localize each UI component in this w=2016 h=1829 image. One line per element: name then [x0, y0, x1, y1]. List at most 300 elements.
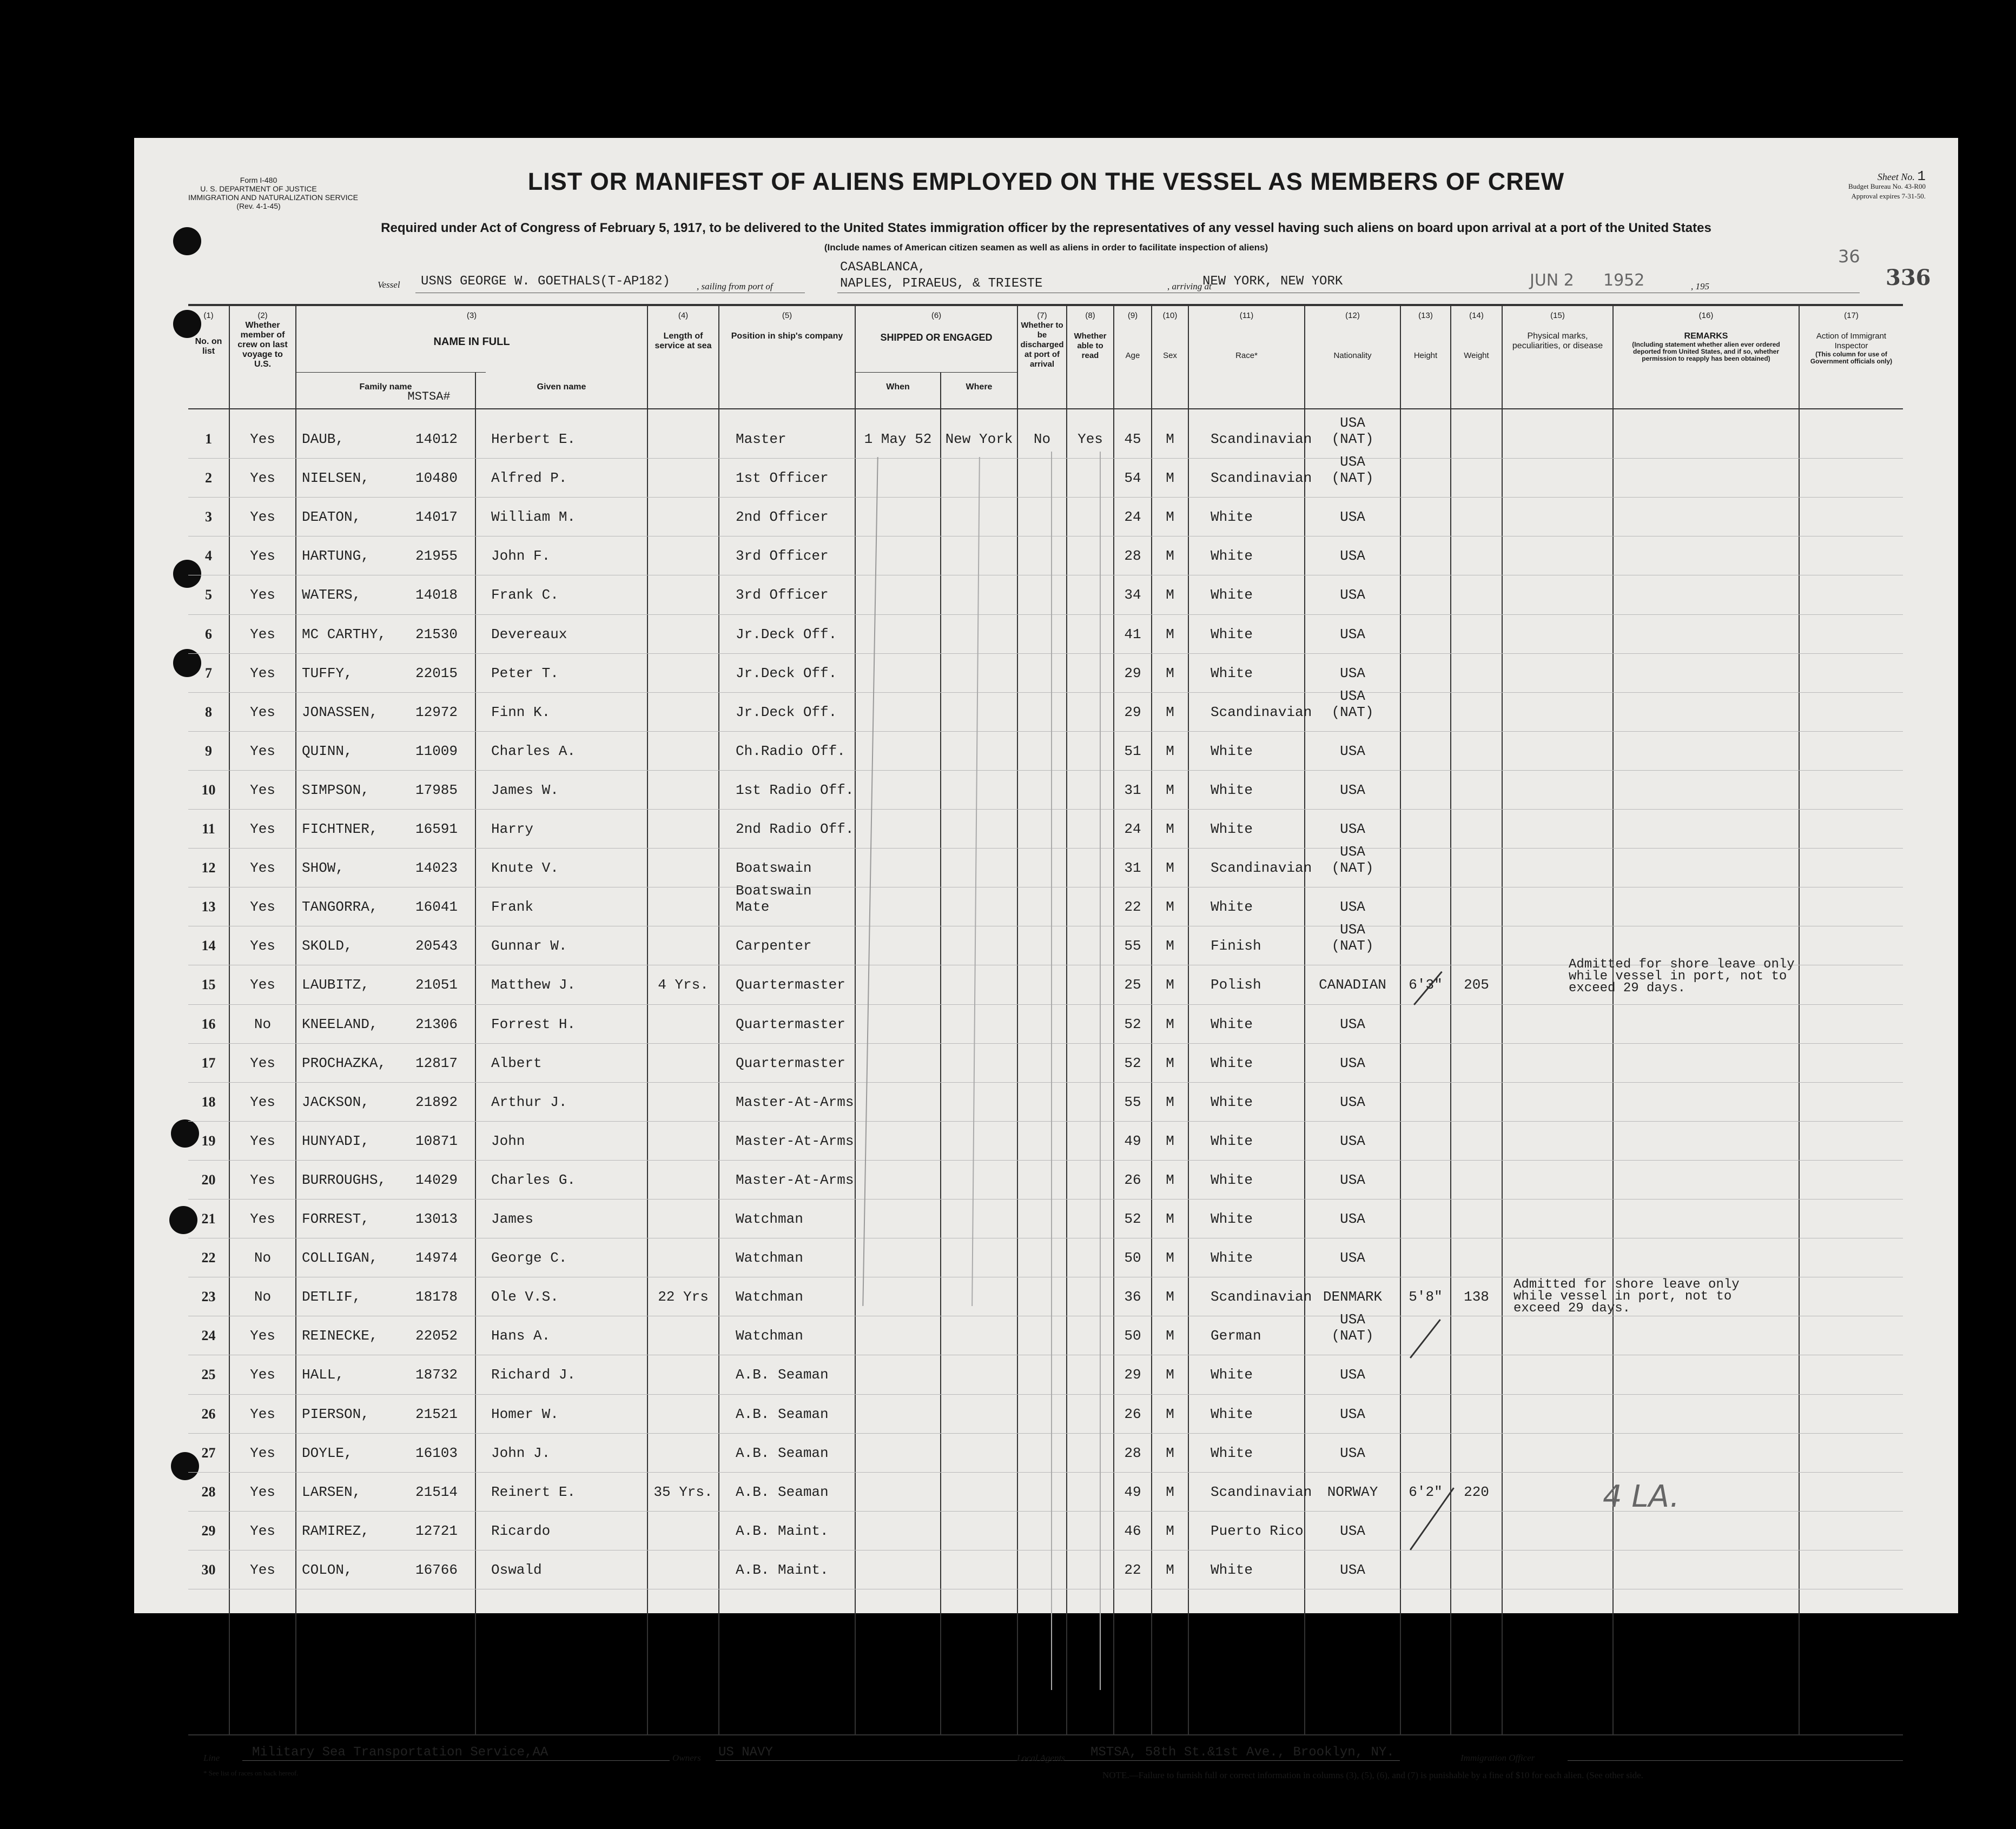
sheet-number: 1 — [1917, 168, 1926, 184]
mstsa-number-cell: 21306 — [415, 1016, 458, 1032]
owners-value: US NAVY — [718, 1745, 773, 1760]
family-name-cell: DEATON, — [302, 509, 361, 526]
age-cell: 29 — [1124, 1367, 1141, 1383]
col-header-discharged: (7) Whether to be discharged at port of arrival — [1020, 311, 1064, 369]
discharged-cell: No — [1033, 431, 1051, 447]
col-header-height: (13) Height — [1413, 311, 1438, 360]
sex-cell: M — [1166, 938, 1174, 955]
race-note: * See list of races on back hereof. — [203, 1769, 299, 1777]
age-cell: 55 — [1124, 1094, 1141, 1110]
position-cell: Watchman — [736, 1289, 803, 1306]
nationality-cell: USA — [1340, 1250, 1365, 1267]
arriving-port: NEW YORK, NEW YORK — [1202, 274, 1343, 289]
family-name-cell: JONASSEN, — [302, 704, 378, 720]
family-name-cell: JACKSON, — [302, 1094, 369, 1110]
sex-cell: M — [1166, 509, 1174, 526]
voyage-cell: Yes — [250, 977, 275, 993]
col-header-sex: (10) Sex — [1162, 311, 1178, 360]
nationality-cell: USA — [1340, 1016, 1365, 1032]
voyage-cell: Yes — [250, 899, 275, 916]
voyage-cell: Yes — [250, 1094, 275, 1110]
given-name-cell: Ricardo — [491, 1522, 551, 1539]
nationality-cell: USA — [1340, 626, 1365, 642]
able-to-read-cell: Yes — [1078, 431, 1103, 447]
mstsa-number-cell: 22052 — [415, 1328, 458, 1344]
given-name-cell: Charles G. — [491, 1171, 576, 1188]
col-header-voyage: (2) Whether member of crew on last voyage to U.S. — [237, 311, 288, 369]
race-cell: Scandinavian — [1211, 431, 1312, 447]
sex-cell: M — [1166, 1406, 1174, 1422]
nationality-cell: USA — [1340, 587, 1365, 604]
col-header-age: (9) Age — [1125, 311, 1140, 360]
age-cell: 24 — [1124, 509, 1141, 526]
mstsa-number-cell: 22015 — [415, 665, 458, 681]
voyage-cell: Yes — [250, 509, 275, 526]
row-number: 23 — [201, 1289, 216, 1305]
col-header-given-name: Given name — [537, 382, 586, 392]
nationality-cell-line2: (NAT) — [1331, 470, 1374, 487]
sex-cell: M — [1166, 1289, 1174, 1306]
sex-cell: M — [1166, 1132, 1174, 1149]
nationality-cell: USA — [1340, 1094, 1365, 1110]
voyage-cell: No — [254, 1289, 272, 1306]
sex-cell: M — [1166, 626, 1174, 642]
row-number: 9 — [205, 743, 212, 759]
col-header-service: (4) Length of service at sea — [655, 311, 712, 350]
mstsa-number-cell: 18178 — [415, 1289, 458, 1306]
given-name-cell: Herbert E. — [491, 431, 576, 447]
race-cell: White — [1211, 1406, 1253, 1422]
voyage-cell: Yes — [250, 1171, 275, 1188]
weight-cell: 220 — [1464, 1483, 1489, 1500]
given-name-cell: Alfred P. — [491, 470, 567, 487]
sex-cell: M — [1166, 1328, 1174, 1344]
given-name-cell: James W. — [491, 781, 559, 798]
mstsa-number-cell: 21514 — [415, 1483, 458, 1500]
age-cell: 26 — [1124, 1171, 1141, 1188]
sex-cell: M — [1166, 1483, 1174, 1500]
mstsa-number-cell: 12721 — [415, 1522, 458, 1539]
mstsa-number-cell: 21530 — [415, 626, 458, 642]
col-header-race: (11) Race* — [1235, 311, 1258, 360]
row-number: 15 — [201, 977, 216, 993]
mstsa-number-cell: 21521 — [415, 1406, 458, 1422]
voyage-cell: Yes — [250, 626, 275, 642]
race-cell: Scandinavian — [1211, 1289, 1312, 1306]
mstsa-number-cell: 21892 — [415, 1094, 458, 1110]
family-name-cell: WATERS, — [302, 587, 361, 604]
nationality-cell: USA — [1340, 899, 1365, 916]
family-name-cell: DETLIF, — [302, 1289, 361, 1306]
budget-line: Budget Bureau No. 43-R00 — [1848, 182, 1926, 190]
mstsa-number-cell: 16041 — [415, 899, 458, 916]
sex-cell: M — [1166, 1444, 1174, 1461]
row-number: 5 — [205, 587, 212, 603]
col-header-shipped: (6) SHIPPED OR ENGAGED — [880, 311, 993, 343]
manifest-sheet — [134, 138, 1958, 1780]
nationality-cell-line2: (NAT) — [1331, 431, 1374, 447]
position-cell-line2: Mate — [736, 899, 770, 916]
position-cell: 2nd Radio Off. — [736, 821, 854, 837]
weight-cell: 138 — [1464, 1289, 1489, 1306]
age-cell: 51 — [1124, 743, 1141, 759]
page-subnote: (Include names of American citizen seamen as well as aliens in order to facilitate inspection of aliens) — [824, 242, 1268, 253]
officer-label: Immigration Officer — [1460, 1753, 1535, 1763]
sex-cell: M — [1166, 781, 1174, 798]
mstsa-number-cell: 11009 — [415, 743, 458, 759]
position-cell: Ch.Radio Off. — [736, 743, 845, 759]
race-cell: White — [1211, 1171, 1253, 1188]
sheet-label: Sheet No. — [1877, 171, 1915, 182]
col-header-position: (5) Position in ship's company — [731, 311, 843, 341]
nationality-cell: USA — [1340, 1406, 1365, 1422]
sex-cell: M — [1166, 821, 1174, 837]
mstsa-number-cell: 13013 — [415, 1211, 458, 1227]
given-name-cell: Arthur J. — [491, 1094, 567, 1110]
age-cell: 29 — [1124, 704, 1141, 720]
page-subtitle: Required under Act of Congress of February 5, 1917, to be delivered to the United States immigration officer by the representatives of any vessel having such aliens on board upon arrival at a port of the United States — [381, 221, 1711, 235]
col-header-nationality: (12) Nationality — [1333, 311, 1372, 360]
mstsa-number-cell: 21051 — [415, 977, 458, 993]
race-cell: White — [1211, 899, 1253, 916]
voyage-cell: Yes — [250, 704, 275, 720]
owners-label: Owners — [672, 1753, 701, 1763]
age-cell: 36 — [1124, 1289, 1141, 1306]
given-name-cell: Oswald — [491, 1561, 542, 1578]
family-name-cell: FICHTNER, — [302, 821, 378, 837]
position-cell: A.B. Seaman — [736, 1483, 829, 1500]
nationality-cell: USA — [1340, 1522, 1365, 1539]
voyage-cell: Yes — [250, 665, 275, 681]
age-cell: 31 — [1124, 781, 1141, 798]
col-header-no: (1) No. on list — [195, 311, 222, 356]
age-cell: 46 — [1124, 1522, 1141, 1539]
age-cell: 52 — [1124, 1211, 1141, 1227]
sex-cell: M — [1166, 704, 1174, 720]
family-name-cell: PROCHAZKA, — [302, 1055, 387, 1071]
row-number: 27 — [201, 1444, 216, 1461]
mstsa-number-cell: 14023 — [415, 860, 458, 877]
sex-cell: M — [1166, 1522, 1174, 1539]
col-header-inspector-action: (17) Action of Immigrant Inspector (This column for use of Government officials only) — [1810, 311, 1893, 365]
service-name: IMMIGRATION AND NATURALIZATION SERVICE — [188, 193, 358, 202]
row-number: 11 — [202, 821, 215, 837]
department: U. S. DEPARTMENT OF JUSTICE — [200, 184, 317, 193]
given-name-cell: Peter T. — [491, 665, 559, 681]
nationality-cell: USA — [1340, 1171, 1365, 1188]
age-cell: 31 — [1124, 860, 1141, 877]
mstsa-number-cell: 18732 — [415, 1367, 458, 1383]
page-title: LIST OR MANIFEST OF ALIENS EMPLOYED ON THE VESSEL AS MEMBERS OF CREW — [527, 168, 1565, 195]
given-name-cell: Harry — [491, 821, 534, 837]
race-cell: Scandinavian — [1211, 1483, 1312, 1500]
family-name-cell: COLLIGAN, — [302, 1250, 378, 1267]
age-cell: 50 — [1124, 1250, 1141, 1267]
age-cell: 50 — [1124, 1328, 1141, 1344]
voyage-cell: Yes — [250, 938, 275, 955]
given-name-cell: William M. — [491, 509, 576, 526]
col-header-where: Where — [966, 382, 993, 392]
row-number: 29 — [201, 1522, 216, 1539]
age-cell: 54 — [1124, 470, 1141, 487]
voyage-cell: Yes — [250, 431, 275, 447]
age-cell: 26 — [1124, 1406, 1141, 1422]
given-name-cell: Frank C. — [491, 587, 559, 604]
age-cell: 22 — [1124, 899, 1141, 916]
nationality-cell: USA — [1340, 844, 1365, 860]
sex-cell: M — [1166, 1211, 1174, 1227]
age-cell: 25 — [1124, 977, 1141, 993]
family-name-cell: LAUBITZ, — [302, 977, 369, 993]
given-name-cell: Gunnar W. — [491, 938, 567, 955]
nationality-cell-line2: (NAT) — [1331, 938, 1374, 955]
family-name-cell: SIMPSON, — [302, 781, 369, 798]
voyage-cell: Yes — [250, 1561, 275, 1578]
family-name-cell: FORREST, — [302, 1211, 369, 1227]
voyage-cell: Yes — [250, 743, 275, 759]
position-cell: 3rd Officer — [736, 548, 829, 565]
race-cell: White — [1211, 1367, 1253, 1383]
row-number: 1 — [205, 431, 212, 447]
age-cell: 49 — [1124, 1132, 1141, 1149]
position-cell: Quartermaster — [736, 1016, 845, 1032]
nationality-cell: USA — [1340, 509, 1365, 526]
race-cell: Polish — [1211, 977, 1261, 993]
age-cell: 52 — [1124, 1016, 1141, 1032]
voyage-cell: Yes — [250, 781, 275, 798]
row-number: 13 — [201, 899, 216, 915]
vessel-name: USNS GEORGE W. GOETHALS(T-AP182) — [421, 274, 670, 289]
col-header-when: When — [886, 382, 910, 392]
col-header-weight: (14) Weight — [1464, 311, 1489, 360]
race-cell: White — [1211, 781, 1253, 798]
given-name-cell: Matthew J. — [491, 977, 576, 993]
row-number: 12 — [201, 860, 216, 876]
sex-cell: M — [1166, 977, 1174, 993]
voyage-cell: No — [254, 1016, 272, 1032]
form-number: Form I-480 — [240, 176, 277, 184]
row-number: 25 — [201, 1367, 216, 1383]
voyage-cell: Yes — [250, 1055, 275, 1071]
voyage-cell: Yes — [250, 587, 275, 604]
row-number: 22 — [201, 1250, 216, 1266]
position-cell: Jr.Deck Off. — [736, 704, 837, 720]
height-cell: 6'3" — [1409, 977, 1443, 993]
race-cell: Scandinavian — [1211, 470, 1312, 487]
given-name-cell: John — [491, 1132, 525, 1149]
given-name-cell: John J. — [491, 1444, 551, 1461]
arriving-label: , arriving at — [1167, 281, 1212, 291]
position-cell: 2nd Officer — [736, 509, 829, 526]
row-number: 14 — [201, 938, 216, 954]
given-name-cell: James — [491, 1211, 534, 1227]
family-name-cell: MC CARTHY, — [302, 626, 387, 642]
given-name-cell: Forrest H. — [491, 1016, 576, 1032]
mstsa-number-cell: 16103 — [415, 1444, 458, 1461]
mstsa-number-cell: 17985 — [415, 781, 458, 798]
race-cell: White — [1211, 548, 1253, 565]
service-cell: 35 Yrs. — [653, 1483, 713, 1500]
family-name-cell: HARTUNG, — [302, 548, 369, 565]
nationality-cell: USA — [1340, 1367, 1365, 1383]
mstsa-number-cell: 14974 — [415, 1250, 458, 1267]
col-header-family-name: Family name — [359, 382, 412, 392]
family-name-cell: SHOW, — [302, 860, 345, 877]
col-header-remarks: (16) REMARKS (Including statement whether alien ever ordered deported from United States, and if so, whether permission to reapply has been obtained) — [1632, 311, 1780, 362]
sex-cell: M — [1166, 470, 1174, 487]
sheet-number-block — [1848, 168, 1926, 201]
weight-cell: 205 — [1464, 977, 1489, 993]
age-cell: 24 — [1124, 821, 1141, 837]
sailing-port-line2: NAPLES, PIRAEUS, & TRIESTE — [840, 276, 1043, 291]
family-name-cell: HALL, — [302, 1367, 345, 1383]
age-cell: 45 — [1124, 431, 1141, 447]
approval-line: Approval expires 7-31-50. — [1851, 192, 1926, 200]
row-number: 7 — [205, 665, 212, 681]
race-cell: White — [1211, 626, 1253, 642]
row-number: 26 — [201, 1406, 216, 1422]
given-name-cell: Homer W. — [491, 1406, 559, 1422]
year-stamp: 1952 — [1603, 271, 1645, 290]
sailing-label: , sailing from port of — [697, 281, 773, 291]
nationality-cell: USA — [1340, 743, 1365, 759]
family-name-cell: HUNYADI, — [302, 1132, 369, 1149]
family-name-cell: RAMIREZ, — [302, 1522, 369, 1539]
given-name-cell: John F. — [491, 548, 551, 565]
year-suffix: , 195 — [1691, 281, 1709, 291]
remark-row-23: Admitted for shore leave only while vessel in port, not to exceed 29 days. — [1513, 1277, 1740, 1316]
family-name-cell: DAUB, — [302, 431, 345, 447]
nationality-cell: USA — [1340, 687, 1365, 704]
race-cell: White — [1211, 1250, 1253, 1267]
sex-cell: M — [1166, 860, 1174, 877]
row-number: 3 — [205, 509, 212, 525]
page-mark: 336 — [1886, 265, 1931, 290]
row-number: 8 — [205, 704, 212, 720]
nationality-cell: USA — [1340, 1561, 1365, 1578]
sex-cell: M — [1166, 1016, 1174, 1032]
voyage-cell: Yes — [250, 1444, 275, 1461]
voyage-cell: Yes — [250, 1406, 275, 1422]
position-cell: Watchman — [736, 1328, 803, 1344]
sex-cell: M — [1166, 665, 1174, 681]
position-cell: Jr.Deck Off. — [736, 626, 837, 642]
mstsa-number-cell: 12817 — [415, 1055, 458, 1071]
age-cell: 28 — [1124, 548, 1141, 565]
form-revision: (Rev. 4-1-45) — [236, 202, 281, 210]
sex-cell: M — [1166, 1367, 1174, 1383]
position-cell: 1st Radio Off. — [736, 781, 854, 798]
position-cell: Jr.Deck Off. — [736, 665, 837, 681]
age-cell: 28 — [1124, 1444, 1141, 1461]
agents-label: Local Agents — [1017, 1753, 1065, 1763]
nationality-cell: USA — [1340, 548, 1365, 565]
agents-value: MSTSA, 58th St.&1st Ave., Brooklyn, NY. — [1090, 1745, 1394, 1760]
voyage-cell: Yes — [250, 821, 275, 837]
nationality-cell: USA — [1340, 665, 1365, 681]
given-name-cell: Albert — [491, 1055, 542, 1071]
mstsa-number-cell: 16591 — [415, 821, 458, 837]
sex-cell: M — [1166, 743, 1174, 759]
given-name-cell: Finn K. — [491, 704, 551, 720]
row-number: 10 — [201, 781, 216, 798]
given-name-cell: Charles A. — [491, 743, 576, 759]
position-cell: Watchman — [736, 1211, 803, 1227]
col-header-mstsa: MSTSA# — [407, 390, 451, 403]
position-cell: Boatswain — [736, 883, 812, 899]
sex-cell: M — [1166, 899, 1174, 916]
line-value: Military Sea Transportation Service,AA — [252, 1745, 548, 1760]
race-cell: White — [1211, 821, 1253, 837]
nationality-cell: USA — [1340, 781, 1365, 798]
position-cell: 3rd Officer — [736, 587, 829, 604]
age-cell: 29 — [1124, 665, 1141, 681]
service-cell: 22 Yrs — [658, 1289, 709, 1306]
mstsa-number-cell: 10480 — [415, 470, 458, 487]
family-name-cell: TANGORRA, — [302, 899, 378, 916]
position-cell: Watchman — [736, 1250, 803, 1267]
fine-note: NOTE.—Failure to furnish full or correct information in columns (3), (5), (6), and (7) is punishable by a fine of $10 for each alien. (See other side. — [1102, 1770, 1643, 1780]
mstsa-number-cell: 10871 — [415, 1132, 458, 1149]
voyage-cell: Yes — [250, 1132, 275, 1149]
voyage-cell: Yes — [250, 470, 275, 487]
age-cell: 55 — [1124, 938, 1141, 955]
nationality-cell: USA — [1340, 1311, 1365, 1328]
row-number: 24 — [201, 1328, 216, 1344]
mstsa-number-cell: 14017 — [415, 509, 458, 526]
given-name-cell: Knute V. — [491, 860, 559, 877]
race-cell: White — [1211, 1561, 1253, 1578]
row-number: 6 — [205, 626, 212, 642]
nationality-cell: USA — [1340, 415, 1365, 431]
date-stamp: JUN 2 — [1530, 271, 1574, 290]
race-cell: Puerto Rico — [1211, 1522, 1304, 1539]
family-name-cell: DOYLE, — [302, 1444, 353, 1461]
race-cell: White — [1211, 1016, 1253, 1032]
age-cell: 22 — [1124, 1561, 1141, 1578]
race-cell: White — [1211, 509, 1253, 526]
position-cell: 1st Officer — [736, 470, 829, 487]
voyage-cell: No — [254, 1250, 272, 1267]
family-name-cell: COLON, — [302, 1561, 353, 1578]
service-cell: 4 Yrs. — [658, 977, 709, 993]
position-cell: A.B. Seaman — [736, 1406, 829, 1422]
sex-cell: M — [1166, 1055, 1174, 1071]
race-cell: White — [1211, 1132, 1253, 1149]
family-name-cell: PIERSON, — [302, 1406, 369, 1422]
row-number: 17 — [201, 1055, 216, 1071]
vessel-label: Vessel — [378, 280, 400, 290]
row-number: 20 — [201, 1171, 216, 1188]
nationality-cell: DENMARK — [1323, 1289, 1383, 1306]
race-cell: Scandinavian — [1211, 860, 1312, 877]
family-name-cell: BURROUGHS, — [302, 1171, 387, 1188]
given-name-cell: Frank — [491, 899, 534, 916]
height-cell: 5'8" — [1409, 1289, 1443, 1306]
age-cell: 49 — [1124, 1483, 1141, 1500]
age-cell: 34 — [1124, 587, 1141, 604]
race-cell: White — [1211, 665, 1253, 681]
remark-row-15: Admitted for shore leave only while vessel in port, not to exceed 29 days. — [1569, 957, 1795, 996]
mstsa-number-cell: 20543 — [415, 938, 458, 955]
age-cell: 41 — [1124, 626, 1141, 642]
mstsa-number-cell: 14012 — [415, 431, 458, 447]
given-name-cell: Reinert E. — [491, 1483, 576, 1500]
nationality-cell: USA — [1340, 821, 1365, 837]
position-cell: Carpenter — [736, 938, 812, 955]
position-cell: Boatswain — [736, 860, 812, 877]
row-number: 18 — [201, 1094, 216, 1110]
